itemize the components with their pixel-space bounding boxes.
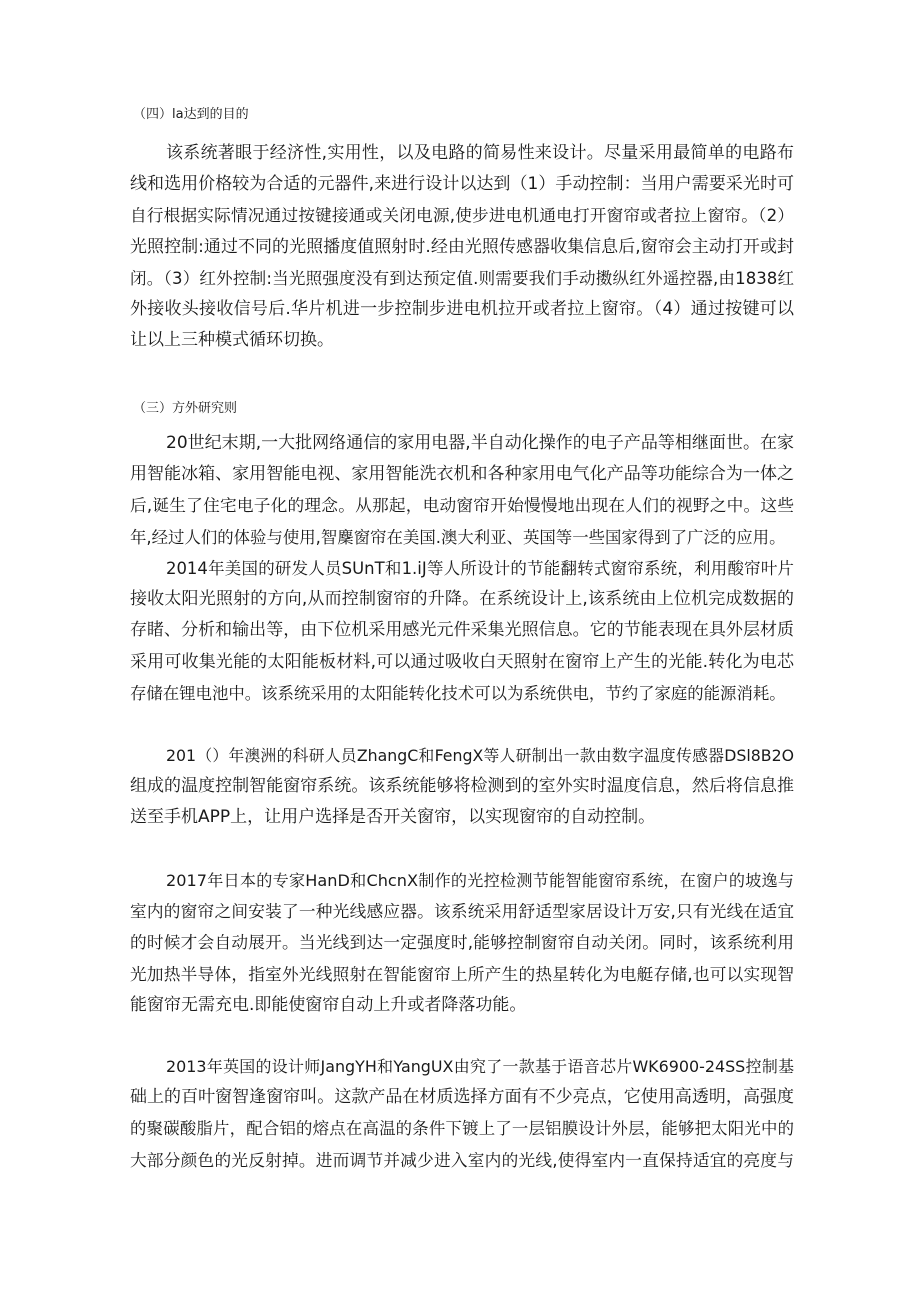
section-heading-4: （四）la达到的目的 [133,107,249,122]
text-line: 室内的窗帘之间安装了一种光线感应器。该系统采用舒适型家居设计万安,只有光线在适宜 [130,902,794,922]
paragraph-objectives [130,138,794,356]
text-line: 用智能冰箱、家用智能电视、家用智能洗衣机和各种家用电气化产品等功能综合为一体之 [130,464,794,485]
text-line: 存储在锂电池中。该系统采用的太阳能转化技术可以为系统供电，节约了家庭的能源消耗。 [130,683,786,703]
text-line: 的时候才会自动展开。当光线到达一定强度时,能够控制窗帘自动关闭。同时，该系统利用 [130,933,794,953]
text-line: 光加热半导体，指室外光线照射在智能窗帘上所产生的热星转化为电艇存储,也可以实现智 [130,964,794,984]
text-line: 接收太阳光照射的方向,从而控制窗帘的升降。在系统设计上,该系统由上位机完成数据的 [130,589,794,610]
section-heading-3: （三）方外研究则 [133,401,238,416]
text-line: 2017年日本的专家HanD和ChcnX制作的光控检测节能智能窗帘系统，在窗户的坡逸与 [166,871,794,890]
text-line: 20世纪末期,一大批网络通信的家用电器,半自动化操作的电子产品等相继面世。在家 [166,433,794,453]
text-line: 存睹、分析和输出等，由下位机采用感光元件采集光照信息。它的节能表现在具外层材质 [130,620,794,641]
text-line: 的聚碳酸脂片，配合铝的熔点在高温的条件下镀上了一层铝膜设计外层，能够把太阳光中的 [130,1119,794,1139]
text-line: 201（）年澳洲的科研人员ZhangC和FengX等人研制出一款由数字温度传感器DSl8B2O [166,746,794,765]
text-line: 闭。（3）红外控制:当光照强度没有到达预定值.则需要我们手动擞纵红外遥控器,由1838红 [130,268,794,288]
text-line: 送至手机APP上，让用户选择是否开关窗帘，以实现窗帘的自动控制。 [130,807,656,828]
paragraph-japan-2017 [130,865,794,1021]
text-line: 采用可收集光能的太阳能板材料,可以通过吸收白天照射在窗帘上产生的光能.转化为电芯 [130,651,794,672]
text-line: 年,经过人们的体验与使用,智麇窗帘在美国.澳大利亚、英国等一些国家得到了广泛的应用。 [130,527,786,547]
text-line: 组成的温度控制智能窗帘系统。该系统能够将检测到的室外实时温度信息，然后将信息推 [130,776,794,797]
paragraph-history [130,428,794,553]
paragraph-australia [130,740,794,834]
text-line: 外接收头接收信号后.华片机进一步控制步进电机拉开或者拉上窗帘。（4）通过按键可以 [130,298,794,319]
text-line: 能窗帘无需充电.即能使窗帘自动上升或者降落功能。 [130,994,527,1015]
paragraph-uk-2013 [130,1051,794,1176]
text-line: 让以上三种模式循环切换。 [130,330,334,351]
text-line: 该系统著眼于经济性,实用性，以及电路的简易性来设计。尽量采用最简单的电路布 [166,143,794,163]
text-line: 2013年英国的设计师JangYH和YangUX由究了一款基于语音芯片WK6900-24SS控制基 [166,1057,794,1076]
text-line: 自行根据实际情况通过按键接通或关闭电源,使步进电机通电打开窗帘或者拉上窗帘。（2） [130,206,794,226]
text-line: 2014年美国的研发人员SUnT和1.iJ等人所设计的节能翻转式窗帘系统，利用酸帘叶片 [166,559,794,578]
text-line: 光照控制:通过不同的光照播度值照射时.经由光照传感器收集信息后,窗帘会主动打开或封 [130,236,794,257]
text-line: 础上的百叶窗智逢窗帘叫。这款产品在材质选择方面有不少亮点，它使用高透明，高强度 [130,1087,794,1108]
text-line: 后,诞生了住宅电子化的理念。从那起，电动窗帘开始慢慢地出现在人们的视野之中。这些 [130,496,794,516]
paragraph-usa-2014 [130,553,794,709]
text-line: 线和选用价格较为合适的元器件,来进行设计以达到（1）手动控制：当用户需要采光时可 [130,174,794,195]
text-line: 大部分颜色的光反射掉。进而调节并减少进入室内的光线,使得室内一直保持适宜的亮度与 [130,1150,794,1170]
